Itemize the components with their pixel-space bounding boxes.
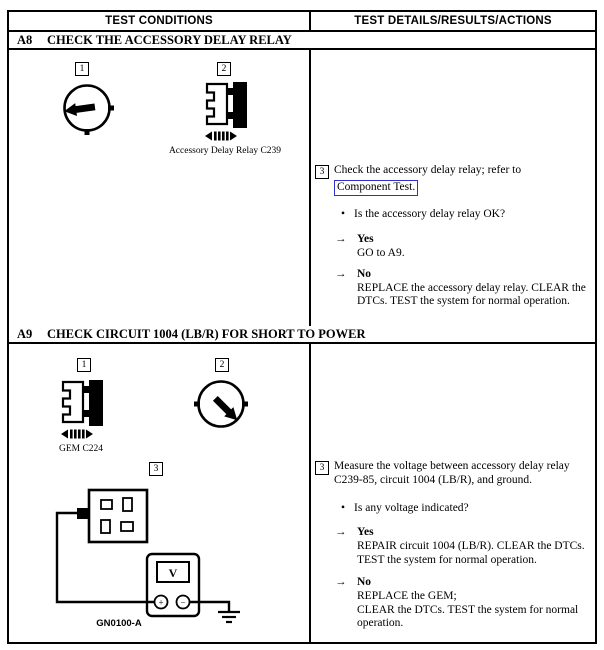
- a8-question-text: Is the accessory delay relay OK?: [354, 207, 506, 220]
- a8-details-cell: [311, 50, 595, 326]
- section-a8-title-row: [9, 32, 595, 50]
- a9-step2-number-box: 2: [215, 358, 229, 372]
- a8-step3-row: [315, 164, 587, 196]
- arrow-icon: →: [335, 233, 347, 246]
- voltmeter-plus-terminal: +: [158, 597, 164, 608]
- a9-step3-row: [315, 460, 587, 488]
- a8-conditions-cell: [9, 50, 311, 326]
- a8-yes-action: GO to A9.: [357, 247, 405, 260]
- a8-instruction-text: Check the accessory delay relay; refer to: [334, 164, 522, 176]
- a9-step1-number-box: 1: [77, 358, 91, 372]
- a9-gem-caption: GEM C224: [58, 444, 104, 454]
- voltmeter-circuit-diagram: [43, 484, 255, 636]
- section-a9-body: [9, 344, 595, 642]
- section-a9-id: A9: [17, 326, 33, 341]
- voltmeter-minus-terminal: −: [180, 597, 186, 608]
- pinpoint-test-table: [7, 10, 597, 644]
- section-a8-id: A8: [17, 32, 33, 47]
- a9-yes-label: Yes: [357, 526, 374, 539]
- a9-yes-branch: [335, 526, 587, 567]
- a9-conditions-cell: [9, 344, 311, 642]
- table-header-row: [9, 12, 595, 32]
- a9-question-row: [341, 502, 587, 516]
- a9-details-cell: [311, 344, 595, 642]
- accessory-delay-relay-connector-icon: [197, 78, 253, 142]
- ignition-switch-lock-icon: [57, 78, 117, 138]
- bullet-icon: •: [341, 501, 346, 514]
- header-test-conditions: TEST CONDITIONS: [9, 12, 311, 30]
- a8-no-action: REPLACE the accessory delay relay. CLEAR the DTCs. TEST the system for normal operation.: [357, 281, 586, 308]
- a8-yes-branch: [335, 233, 587, 260]
- a9-instruction-text: Measure the voltage between accessory delay relay C239-85, circuit 1004 (LB/R), and ground.: [334, 460, 570, 486]
- a9-step3-number-box: 3: [149, 462, 163, 476]
- section-a8-body: [9, 50, 595, 326]
- a8-yes-label: Yes: [357, 233, 374, 246]
- a8-step1-number-box: 1: [75, 62, 89, 76]
- arrow-icon: →: [335, 526, 347, 539]
- ignition-switch-run-icon: [191, 374, 251, 434]
- a9-yes-action: REPAIR circuit 1004 (LB/R). CLEAR the DTCs. TEST the system for normal operation.: [357, 540, 585, 566]
- a8-step3-number-box: 3: [315, 165, 329, 179]
- a9-question-text: Is any voltage indicated?: [354, 501, 469, 514]
- gem-connector-icon: [53, 376, 109, 440]
- arrow-icon: →: [335, 267, 347, 280]
- a8-relay-caption: Accessory Delay Relay C239: [168, 146, 282, 156]
- a9-no-branch: [335, 576, 587, 630]
- figure-code: GN0100-A: [96, 618, 142, 629]
- a8-question-row: [341, 208, 587, 222]
- component-test-link[interactable]: Component Test.: [334, 180, 418, 196]
- a9-step3-right-number-box: 3: [315, 461, 329, 475]
- section-a9-title: CHECK CIRCUIT 1004 (LB/R) FOR SHORT TO POWER: [47, 326, 366, 341]
- bullet-icon: •: [341, 207, 346, 220]
- arrow-icon: →: [335, 576, 347, 589]
- a9-no-label: No: [357, 576, 372, 589]
- section-a8-title: CHECK THE ACCESSORY DELAY RELAY: [47, 32, 292, 47]
- a9-no-action-line2: CLEAR the DTCs. TEST the system for normal operation.: [357, 603, 579, 630]
- a9-no-action-line1: REPLACE the GEM;: [357, 590, 457, 603]
- voltmeter-v-label: V: [168, 566, 178, 580]
- a8-no-label: No: [357, 267, 372, 280]
- a8-no-branch: [335, 268, 587, 309]
- section-a9-title-row: [9, 326, 595, 344]
- header-test-details: TEST DETAILS/RESULTS/ACTIONS: [354, 15, 552, 27]
- a8-step2-number-box: 2: [217, 62, 231, 76]
